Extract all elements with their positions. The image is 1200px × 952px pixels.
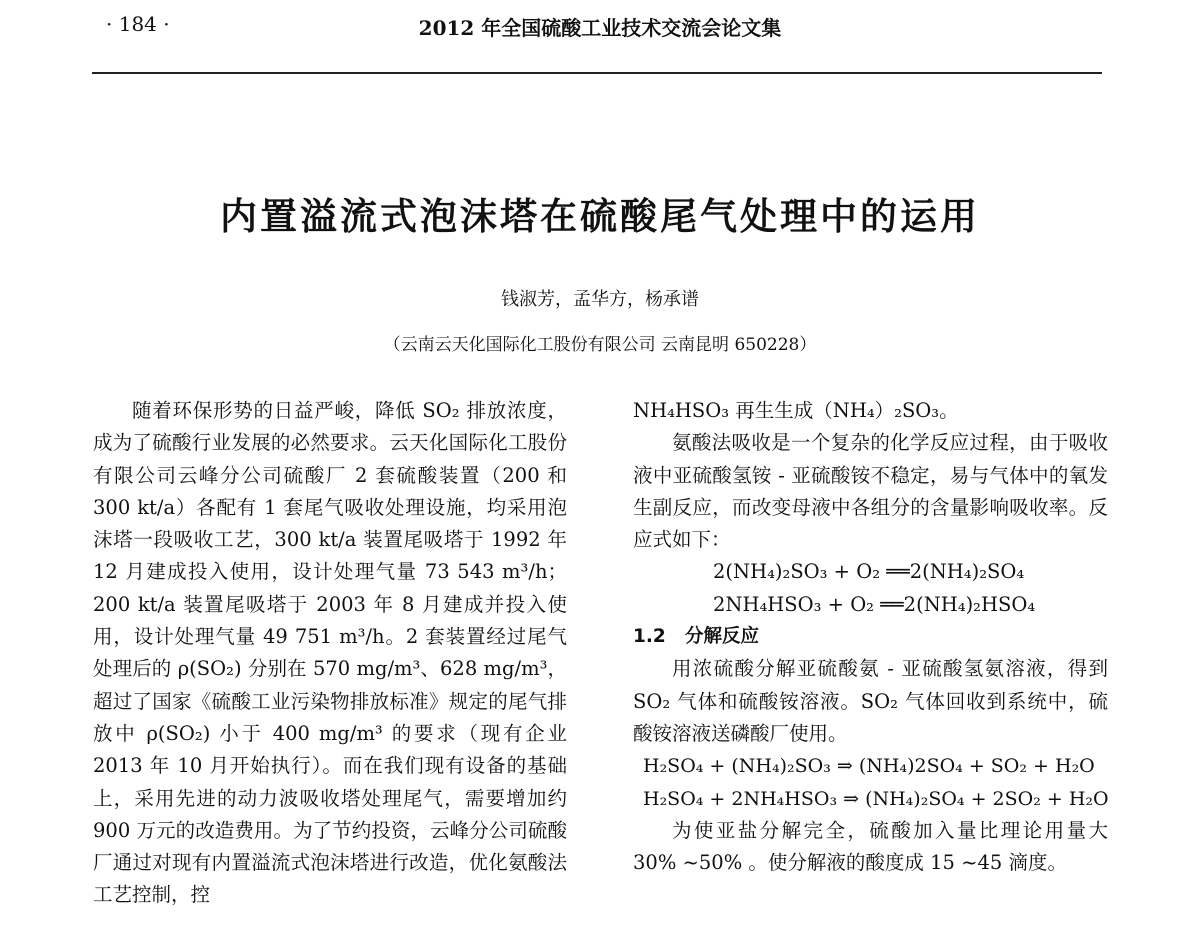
equation-decomposition-1: H₂SO₄ + (NH₄)₂SO₃ ⇒ (NH₄)2SO₄ + SO₂ + H₂O	[643, 755, 1095, 778]
acid-dosage-paragraph: 为使亚盐分解完全，硫酸加入量比理论用量大 30% ~50% 。使分解液的酸度成 15 ~45 滴度。	[633, 818, 1108, 875]
article-title: 内置溢流式泡沫塔在硫酸尾气处理中的运用	[220, 195, 980, 238]
equation-oxidation-2: 2NH₄HSO₃ + O₂ ══2(NH₄)₂HSO₄	[713, 592, 1036, 616]
intro-paragraph: 随着环保形势的日益严峻，降低 SO₂ 排放浓度，成为了硫酸行业发展的必然要求。云天化国际化工股份有限公司云峰分公司硫酸厂 2 套硫酸装置（200 和 300 kt/a）各配有 1 套尾气吸收处理设施，均采用泡沫塔一段吸收工艺，300 kt/a 装置尾吸塔于 1992 年 12 月建成投入使用，设计处理气量 73 543 m³/h；200 kt/a 装置尾吸塔于 2003 年 8 月建成并投入使用，设计处理气量 49 751 m³/h。2 套装置经过尾气处理后的 ρ(SO₂) 分别在 570 mg/m³、628 mg/m³，超过了国家《硫酸工业污染物排放标准》规定的尾气排放中 ρ(SO₂) 小于 400 mg/m³ 的要求（现有企业 2013 年 10 月开始执行）。而在我们现有设备的基础上，采用先进的动力波吸收塔处理尾气，需要增加约 900 万元的改造费用。为了节约投资，云峰分公司硫酸厂通过对现有内置溢流式泡沫塔进行改造，优化氨酸法工艺控制，控	[93, 399, 567, 907]
page-number: · 184 ·	[106, 12, 170, 36]
section-heading	[633, 621, 1108, 653]
left-column	[93, 395, 567, 912]
authors: 钱淑芳，孟华方，杨承谱	[501, 289, 699, 310]
section-number: 1.2	[633, 626, 666, 648]
equation-oxidation-1: 2(NH₄)₂SO₃ + O₂ ══2(NH₄)₂SO₄	[713, 560, 1025, 584]
equation-decomposition-2: H₂SO₄ + 2NH₄HSO₃ ⇒ (NH₄)₂SO₄ + 2SO₂ + H₂O	[643, 787, 1109, 810]
affiliation: （云南云天化国际化工股份有限公司 云南昆明 650228）	[383, 335, 817, 355]
decomposition-paragraph: 用浓硫酸分解亚硫酸氨 - 亚硫酸氢氨溶液，得到 SO₂ 气体和硫酸铵溶液。SO₂ 气体回收到系统中，硫酸铵溶液送磷酸厂使用。	[633, 657, 1108, 745]
right-column	[633, 395, 1108, 879]
absorption-paragraph: 氨酸法吸收是一个复杂的化学反应过程，由于吸收液中亚硫酸氢铵 - 亚硫酸铵不稳定，易与气体中的氧发生副反应，而改变母液中各组分的含量影响吸收率。反应式如下：	[633, 431, 1108, 552]
running-header: 2012 年全国硫酸工业技术交流会论文集	[418, 16, 782, 40]
header-rule	[92, 72, 1102, 74]
continued-line: NH₄HSO₃ 再生生成（NH₄）₂SO₃。	[633, 399, 959, 422]
section-title: 分解反应	[685, 626, 760, 648]
